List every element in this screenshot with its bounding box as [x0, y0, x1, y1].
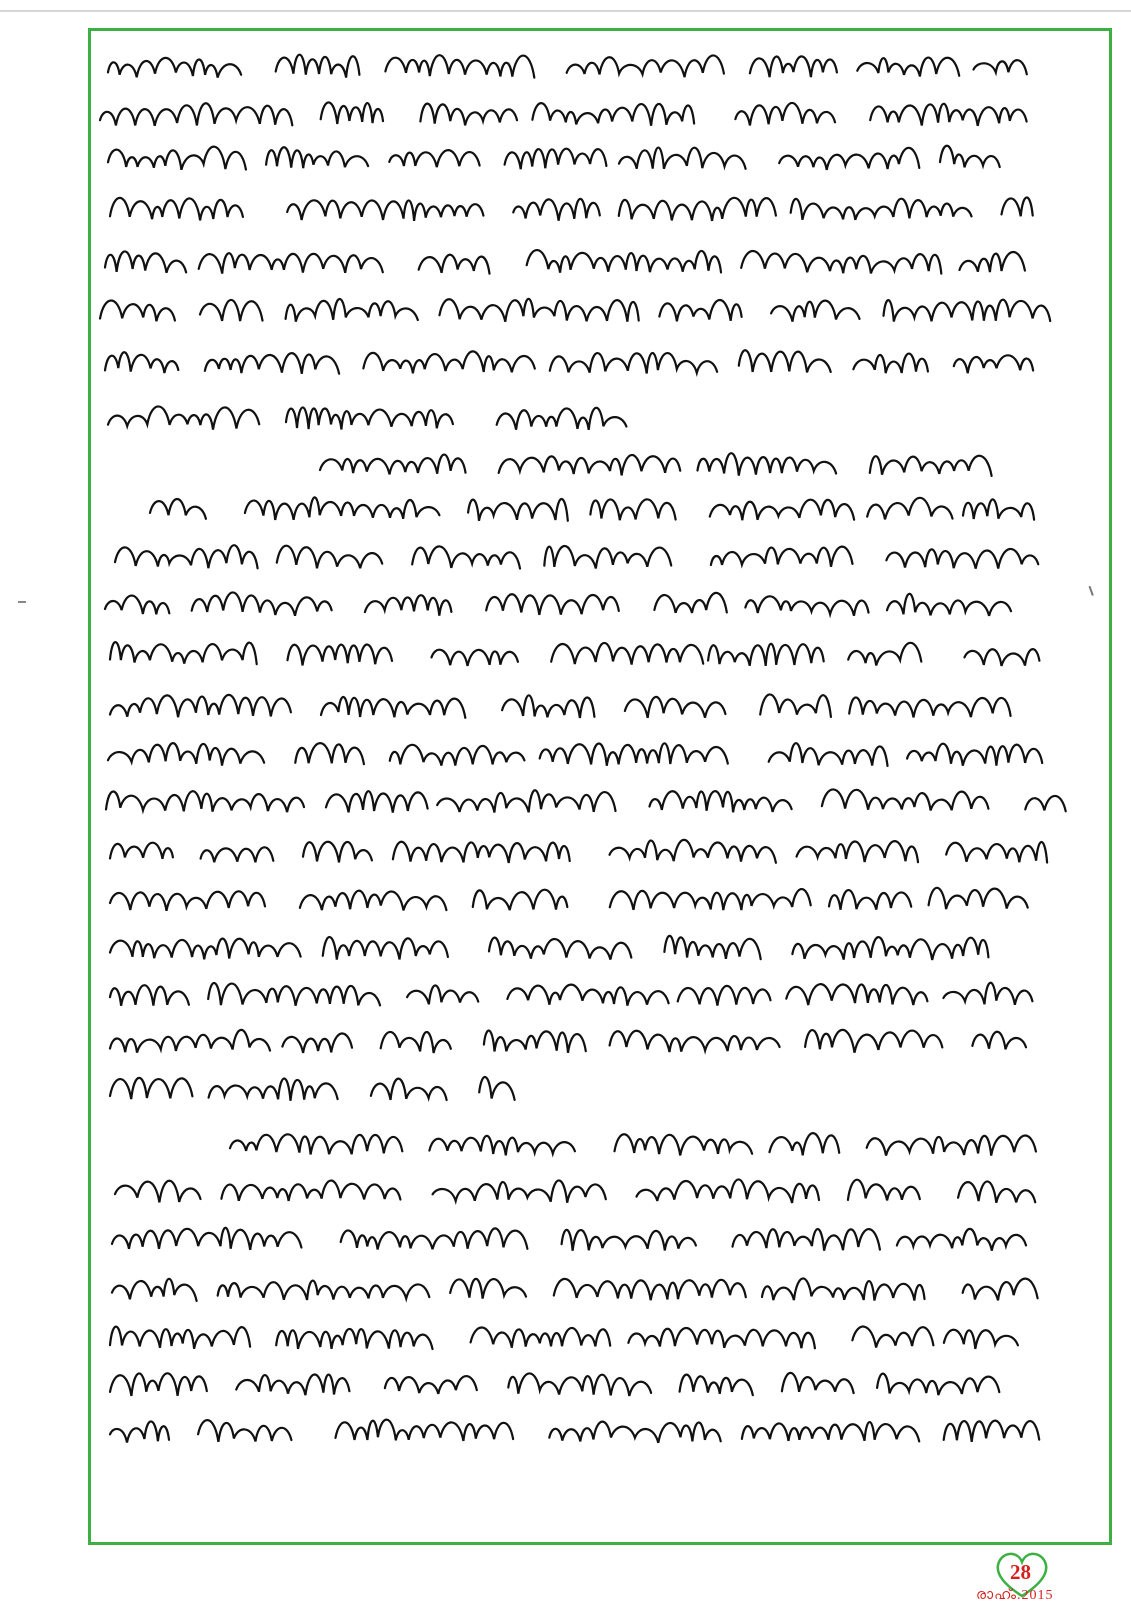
handwriting-strokes [105, 338, 1040, 398]
handwritten-line [110, 1407, 1040, 1467]
ink-stroke [108, 743, 1042, 766]
handwriting-strokes [110, 1065, 505, 1125]
ink-stroke [108, 55, 1027, 78]
ink-stroke [110, 694, 1011, 718]
handwriting-strokes [110, 630, 1045, 690]
ink-stroke [100, 299, 1050, 322]
ink-stroke [115, 1179, 1035, 1203]
ink-stroke [110, 936, 988, 960]
ink-stroke [108, 406, 626, 429]
ink-stroke [110, 1077, 515, 1101]
ink-stroke [110, 840, 1047, 863]
handwritten-line [110, 630, 1045, 690]
ink-stroke [105, 350, 1033, 374]
ink-stroke [110, 1373, 999, 1396]
handwritten-line [105, 338, 1040, 398]
ink-stroke [110, 198, 1033, 221]
page-date: രാഹ്ം.2015 [976, 1588, 1054, 1603]
stray-pen-mark [18, 601, 26, 607]
ink-stroke [100, 102, 1027, 125]
ink-stroke [150, 497, 1034, 520]
ink-stroke [320, 453, 992, 476]
handwritten-line [110, 185, 1035, 245]
ink-stroke [112, 1278, 1038, 1300]
ink-stroke [110, 888, 1028, 911]
handwriting-strokes [110, 185, 1035, 245]
handwritten-line [110, 1065, 505, 1125]
ink-stroke [110, 983, 1032, 1006]
ink-stroke [230, 1133, 1036, 1155]
scan-edge [0, 10, 1131, 12]
handwriting-strokes [100, 286, 1050, 346]
handwriting-strokes [110, 1407, 1040, 1467]
ink-stroke [115, 545, 1038, 569]
ink-stroke [110, 1420, 1039, 1443]
ink-stroke [108, 146, 1000, 170]
ink-stroke [110, 1030, 1026, 1053]
page-number: 28 [1010, 1560, 1031, 1584]
ink-stroke [110, 1327, 1018, 1349]
ink-stroke [105, 592, 1011, 615]
ink-stroke [110, 642, 1039, 666]
ink-stroke [106, 789, 1066, 812]
ink-stroke [112, 1228, 1026, 1251]
handwritten-line [100, 286, 1050, 346]
ink-stroke [105, 250, 1025, 274]
